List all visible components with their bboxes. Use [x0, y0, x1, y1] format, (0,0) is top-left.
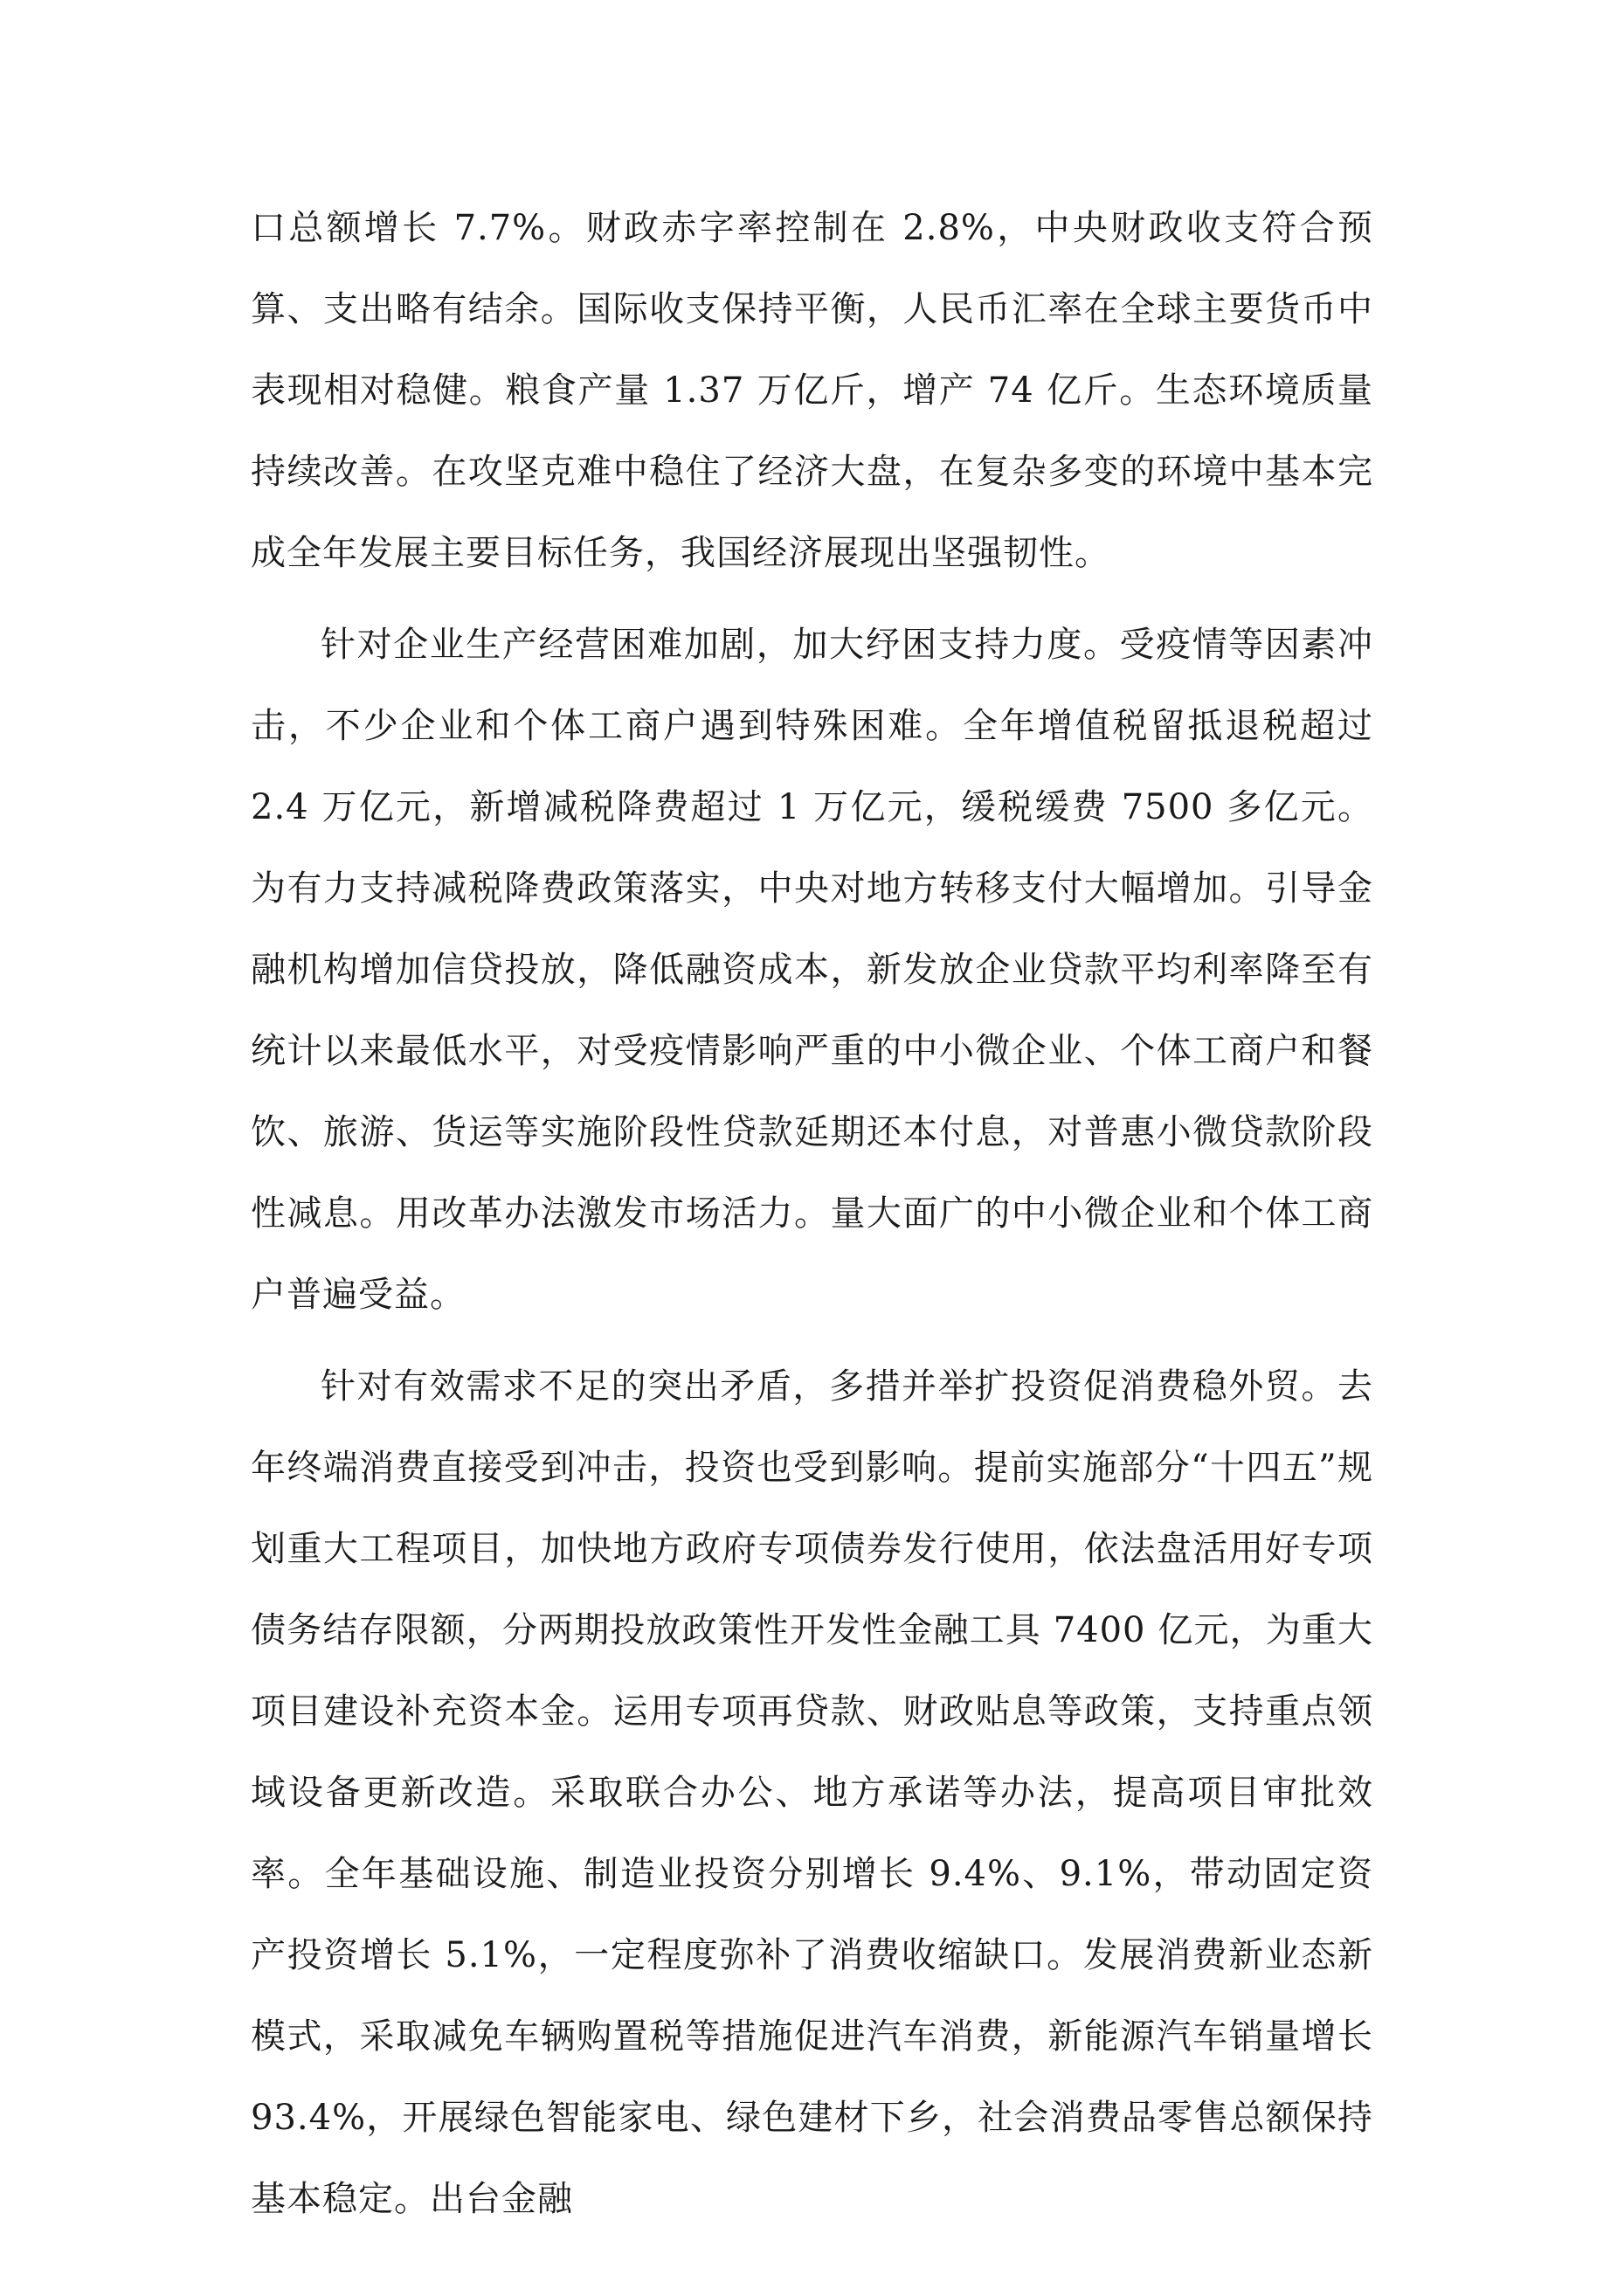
paragraph-demand-investment: 针对有效需求不足的突出矛盾，多措并举扩投资促消费稳外贸。去年终端消费直接受到冲击，投资也受到影响。提前实施部分“十四五”规划重大工程项目，加快地方政府专项债券发行使用，依法盘活用好专项债务结存限额，分两期投放政策性开发性金融工具 7400 亿元，为重大项目建设补充资本金。运用专项再贷款、财政贴息等政策，支持重点领域设备更新改造。采取联合办公、地方承诺等办法，提高项目审批效率。全年基础设施、制造业投资分别增长 9.4%、9.1%，带动固定资产投资增长 5.1%，一定程度弥补了消费收缩缺口。发展消费新业态新模式，采取减免车辆购置税等措施促进汽车消费，新能源汽车销量增长 93.4%，开展绿色智能家电、绿色建材下乡，社会消费品零售总额保持基本稳定。出台金融: [251, 1366, 1373, 2219]
paragraph-enterprise-relief: 针对企业生产经营困难加剧，加大纾困支持力度。受疫情等因素冲击，不少企业和个体工商户遇到特殊困难。全年增值税留抵退税超过 2.4 万亿元，新增减税降费超过 1 万亿元，缓税缓费 7500 多亿元。为有力支持减税降费政策落实，中央对地方转移支付大幅增加。引导金融机构增加信贷投放，降低融资成本，新发放企业贷款平均利率降至有统计以来最低水平，对受疫情影响严重的中小微企业、个体工商户和餐饮、旅游、货运等实施阶段性贷款延期还本付息，对普惠小微贷款阶段性减息。用改革办法激发市场活力。量大面广的中小微企业和个体工商户普遍受益。: [251, 625, 1373, 1315]
paragraph-continuation: 口总额增长 7.7%。财政赤字率控制在 2.8%，中央财政收支符合预算、支出略有结余。国际收支保持平衡，人民币汇率在全球主要货币中表现相对稳健。粮食产量 1.37 万亿斤，增产 74 亿斤。生态环境质量持续改善。在攻坚克难中稳住了经济大盘，在复杂多变的环境中基本完成全年发展主要目标任务，我国经济展现出坚强韧性。: [251, 208, 1373, 573]
document-body: [251, 188, 1373, 2251]
